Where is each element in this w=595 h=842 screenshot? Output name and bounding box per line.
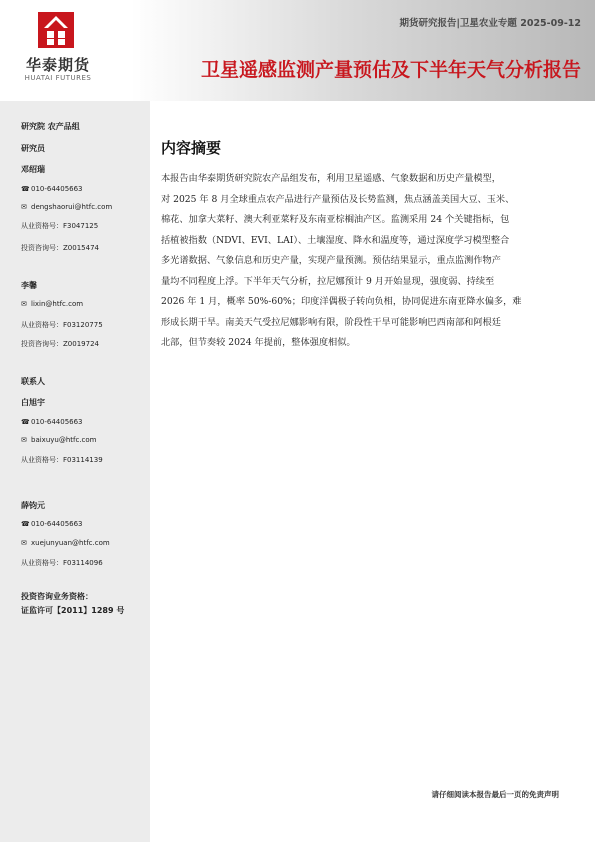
phone-icon: ☎ [21,418,30,426]
brand-name-cn: 华泰期货 [25,56,90,74]
researcher-role: 研究员 [21,144,45,153]
abstract-line: 棉花、加拿大菜籽、澳大利亚菜籽及东南亚棕榈油产区。监测采用 24 个关键指标，包 [161,214,510,225]
phone-icon: ☎ [21,185,30,193]
phone-icon: ☎ [21,520,30,528]
contact-role: 联系人 [21,377,45,386]
contact-name: 薛钧元 [21,501,45,510]
abstract-line: 多光谱数据、气象信息和历史产量，实现产量预测。预估结果显示，重点监测作物产 [161,255,501,266]
brand-name-en: HUATAI FUTURES [24,74,92,82]
mail-icon: ✉ [21,436,27,444]
author-phone: ☎010-64405663 [21,185,83,193]
mail-icon: ✉ [21,203,27,211]
mail-icon: ✉ [21,539,27,547]
abstract-line: 对 2025 年 8 月全球重点农产品进行产量预估及长势监测，焦点涵盖美国大豆、玉米、 [161,193,515,205]
author-sidebar [0,101,150,842]
author-license: 从业资格号：F3047125 [21,222,99,230]
author-name: 李馨 [21,281,37,290]
qualification-label: 投资咨询业务资格： [21,592,93,601]
contact-phone: ☎010-64405663 [21,418,83,426]
qualification-license: 证监许可【2011】1289 号 [21,606,125,615]
disclaimer-note: 请仔细阅读本报告最后一页的免责声明 [431,790,559,799]
author-invest-license: 投资咨询号：Z0015474 [21,244,99,252]
abstract-line: 本报告由华泰期货研究院农产品组发布，利用卫星遥感、气象数据和历史产量模型， [161,173,501,184]
contact-license: 从业资格号：F03114139 [21,456,103,464]
contact-name: 白旭宇 [21,398,45,407]
abstract-line: 北部，但节奏较 2024 年提前，整体强度相似。 [161,337,356,348]
contact-email[interactable]: ✉ baixuyu@htfc.com [21,436,97,444]
abstract-line: 括植被指数（NDVI、EVI、LAI）、土壤湿度、降水和温度等，通过深度学习模型整合 [161,234,510,246]
author-name: 邓绍瑞 [21,165,45,174]
abstract-line: 形成长期干旱。南美天气受拉尼娜影响有限，阶段性干旱可能影响巴西南部和阿根廷 [161,316,501,328]
report-title: 卫星遥感监测产量预估及下半年天气分析报告 [200,59,581,81]
report-header [0,0,595,101]
research-group: 研究院 农产品组 [21,122,80,131]
mail-icon: ✉ [21,300,27,308]
abstract-line: 量均不同程度上浮。下半年天气分析，拉尼娜预计 9 月开始显现，强度弱、持续至 [161,275,495,287]
abstract-heading: 内容摘要 [161,139,222,157]
contact-license: 从业资格号：F03114096 [21,559,103,567]
huatai-logo-icon [38,12,74,48]
author-invest-license: 投资咨询号：Z0019724 [21,340,99,348]
abstract-body [161,169,559,354]
author-license: 从业资格号：F03120775 [21,321,103,329]
contact-phone: ☎010-64405663 [21,520,83,528]
contact-email[interactable]: ✉ xuejunyuan@htfc.com [21,539,110,547]
author-email[interactable]: ✉ dengshaorui@htfc.com [21,203,113,211]
report-meta: 期货研究报告|卫星农业专题 2025-09-12 [399,18,581,29]
abstract-line: 2026 年 1 月，概率 50%-60%；印度洋偶极子转向负相，协同促进东南亚降水偏多，难 [161,296,522,307]
author-email[interactable]: ✉ lixin@htfc.com [21,300,84,308]
